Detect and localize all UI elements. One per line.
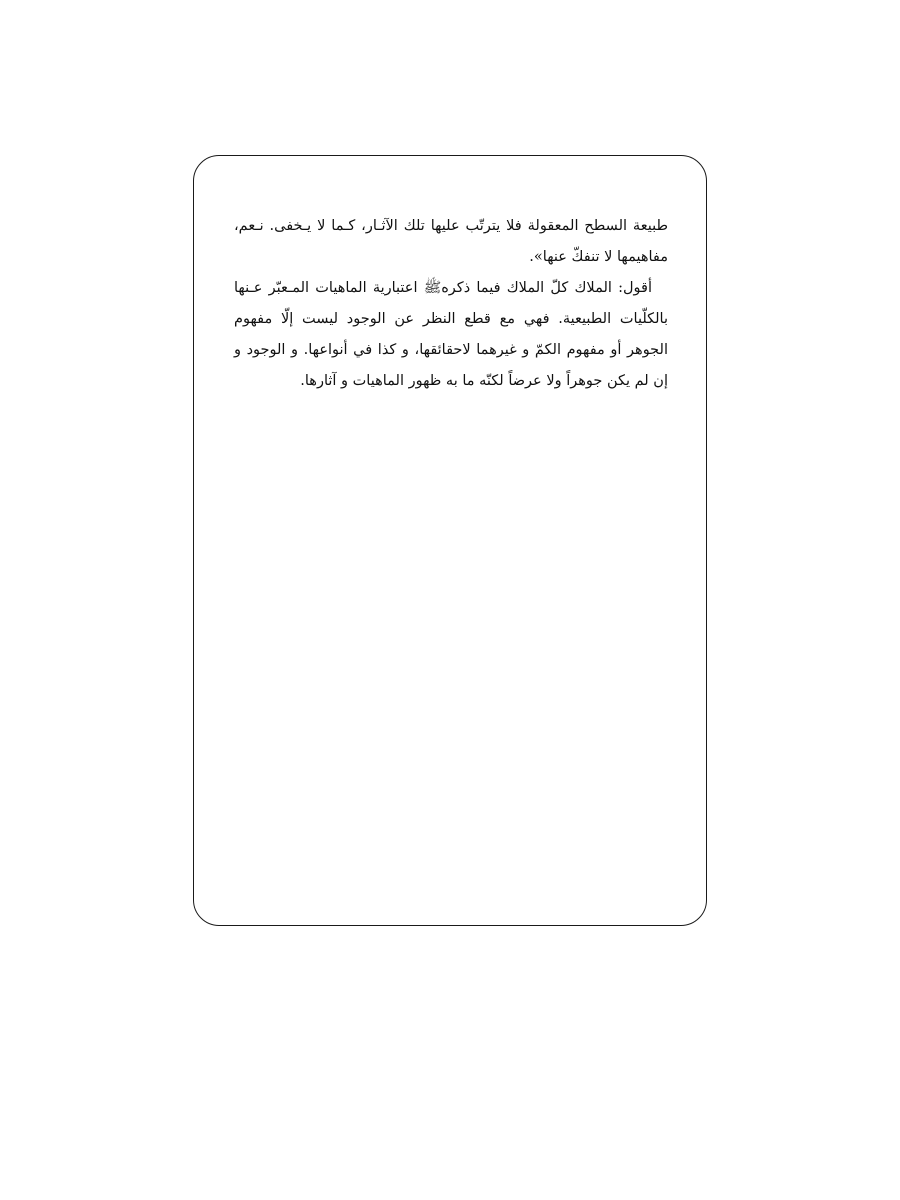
paragraph-commentary: أقول: الملاك كلّ الملاك فيما ذكره‌ﷺ اعتبارية الماهيات المـعبّر عـنها بالكلّيات الطبيعية. فهي مع قطع النظر عن الوجود ليست إلّا مفهوم الجوهر أو مفهوم الكمّ و غيرهما لاحقائقها، و كذا في أنواعها. و الوجود و إن لم يكن جوهراً ولا عرضاً لكنّه ما به ظهور الماهيات و آثارها. (234, 280, 668, 389)
page-border-frame (193, 155, 707, 926)
paragraph-continuation: طبيعة السطح المعقولة فلا يترتّب عليها تلك الآثـار، كـما لا يـخفى. نـعم، مفاهيمها لا تنفكّ عنها». (234, 218, 668, 265)
body-text (234, 211, 668, 397)
